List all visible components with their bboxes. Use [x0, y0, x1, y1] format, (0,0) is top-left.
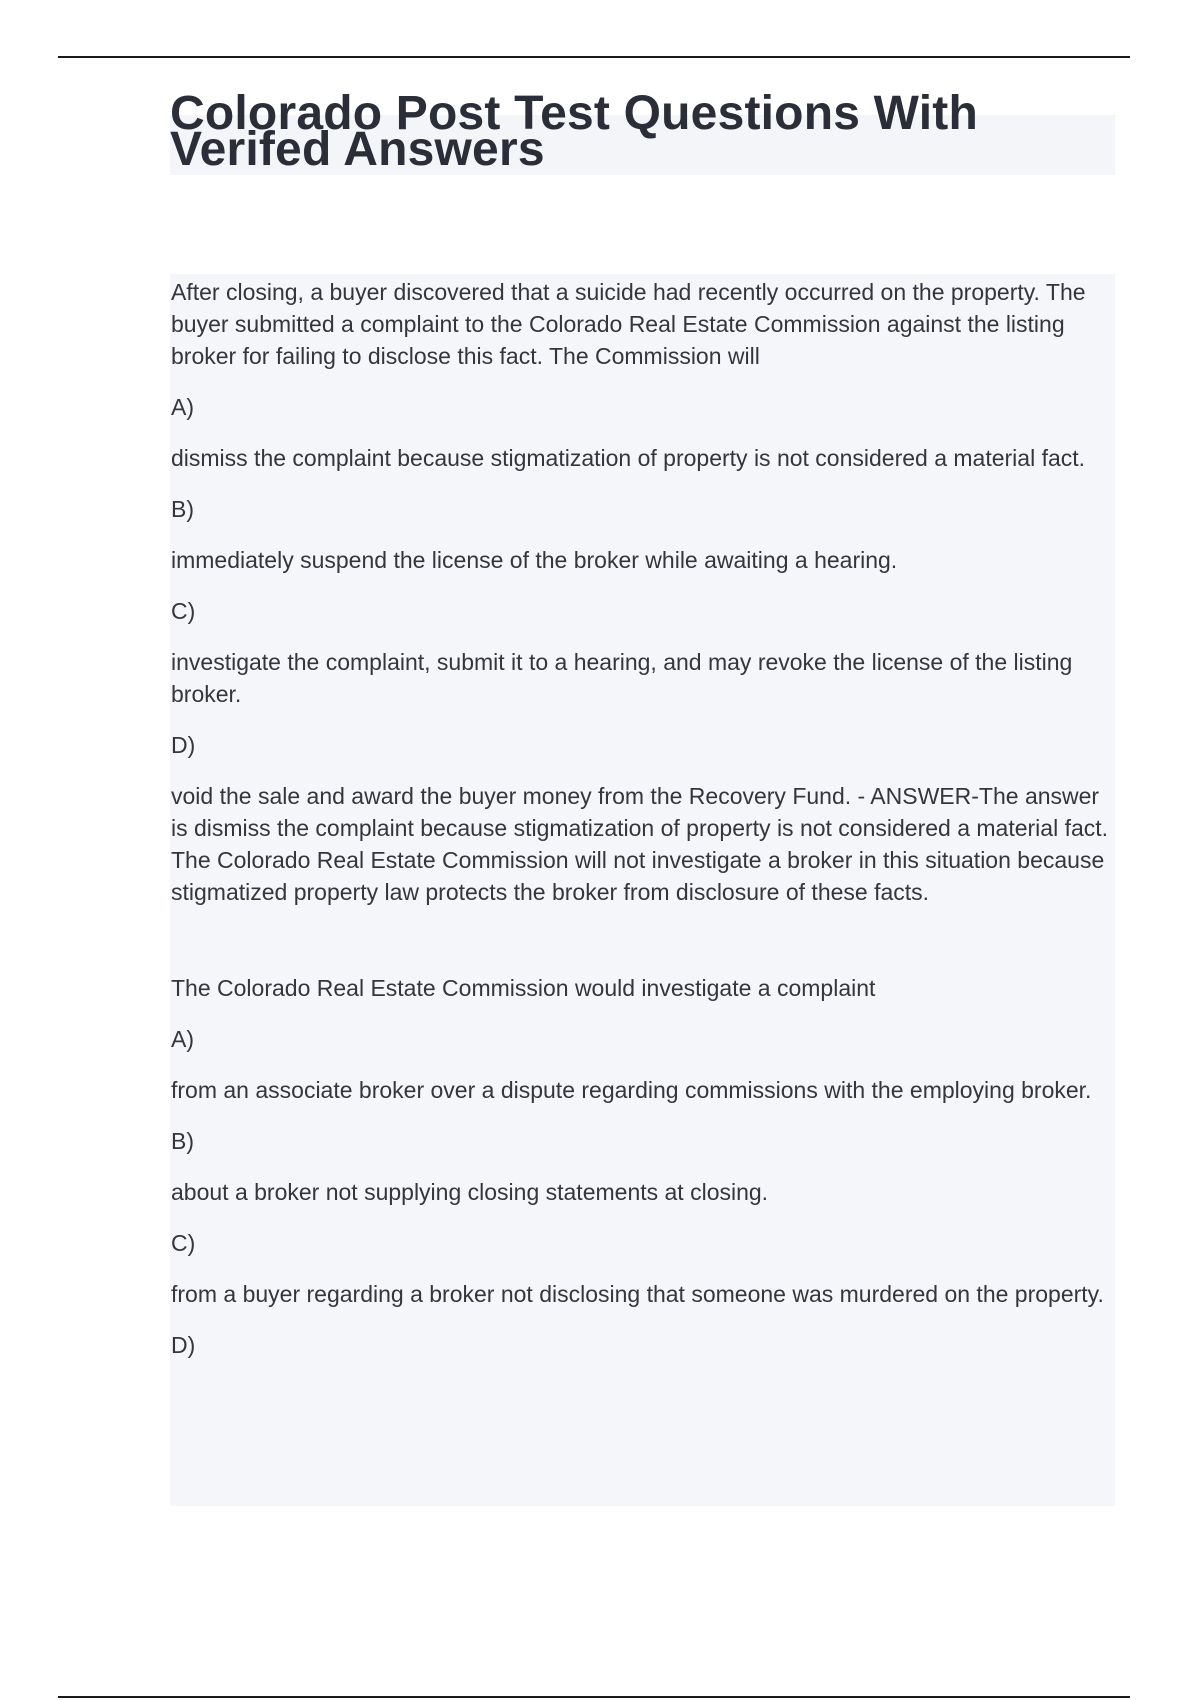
option-c-text: from a buyer regarding a broker not disclosing that someone was murdered on the property.: [171, 1281, 1104, 1307]
option-c-text: investigate the complaint, submit it to a hearing, and may revoke the license of the listing broker.: [171, 649, 1073, 707]
option-a-text: from an associate broker over a dispute regarding commissions with the employing broker.: [171, 1077, 1092, 1103]
option-b-text: about a broker not supplying closing statements at closing.: [171, 1179, 769, 1205]
question-1: [171, 276, 1121, 908]
option-d-label: D): [171, 1332, 196, 1358]
option-c-label: C): [171, 598, 196, 624]
option-d-text-with-answer: void the sale and award the buyer money from the Recovery Fund. - ANSWER-The answer is dismiss the complaint because stigmatization of property is not considered a material fact. The Colorado Real Estate Commission will not investigate a broker in this situation because stigmatized property law protects the broker from disclosure of these facts.: [171, 783, 1109, 905]
option-b-label: B): [171, 1128, 194, 1154]
option-b-label: B): [171, 496, 194, 522]
option-a-label: A): [171, 394, 194, 420]
question-stem: The Colorado Real Estate Commission would investigate a complaint: [171, 975, 876, 1001]
option-a-label: A): [171, 1026, 194, 1052]
document-body: [171, 276, 1121, 1380]
bottom-rule: [58, 1696, 1130, 1698]
option-b-text: immediately suspend the license of the broker while awaiting a hearing.: [171, 547, 898, 573]
option-d-label: D): [171, 732, 196, 758]
option-a-text: dismiss the complaint because stigmatization of property is not considered a material fact.: [171, 445, 1086, 471]
question-stem: After closing, a buyer discovered that a suicide had recently occurred on the property. The buyer submitted a complaint to the Colorado Real Estate Commission against the listing broker for failing to disclose this fact. The Commission will: [171, 279, 1086, 369]
document-title: Colorado Post Test Questions With Verifed Answers: [170, 87, 978, 176]
option-c-label: C): [171, 1230, 196, 1256]
question-2: [171, 972, 1121, 1361]
top-rule: [58, 56, 1130, 58]
